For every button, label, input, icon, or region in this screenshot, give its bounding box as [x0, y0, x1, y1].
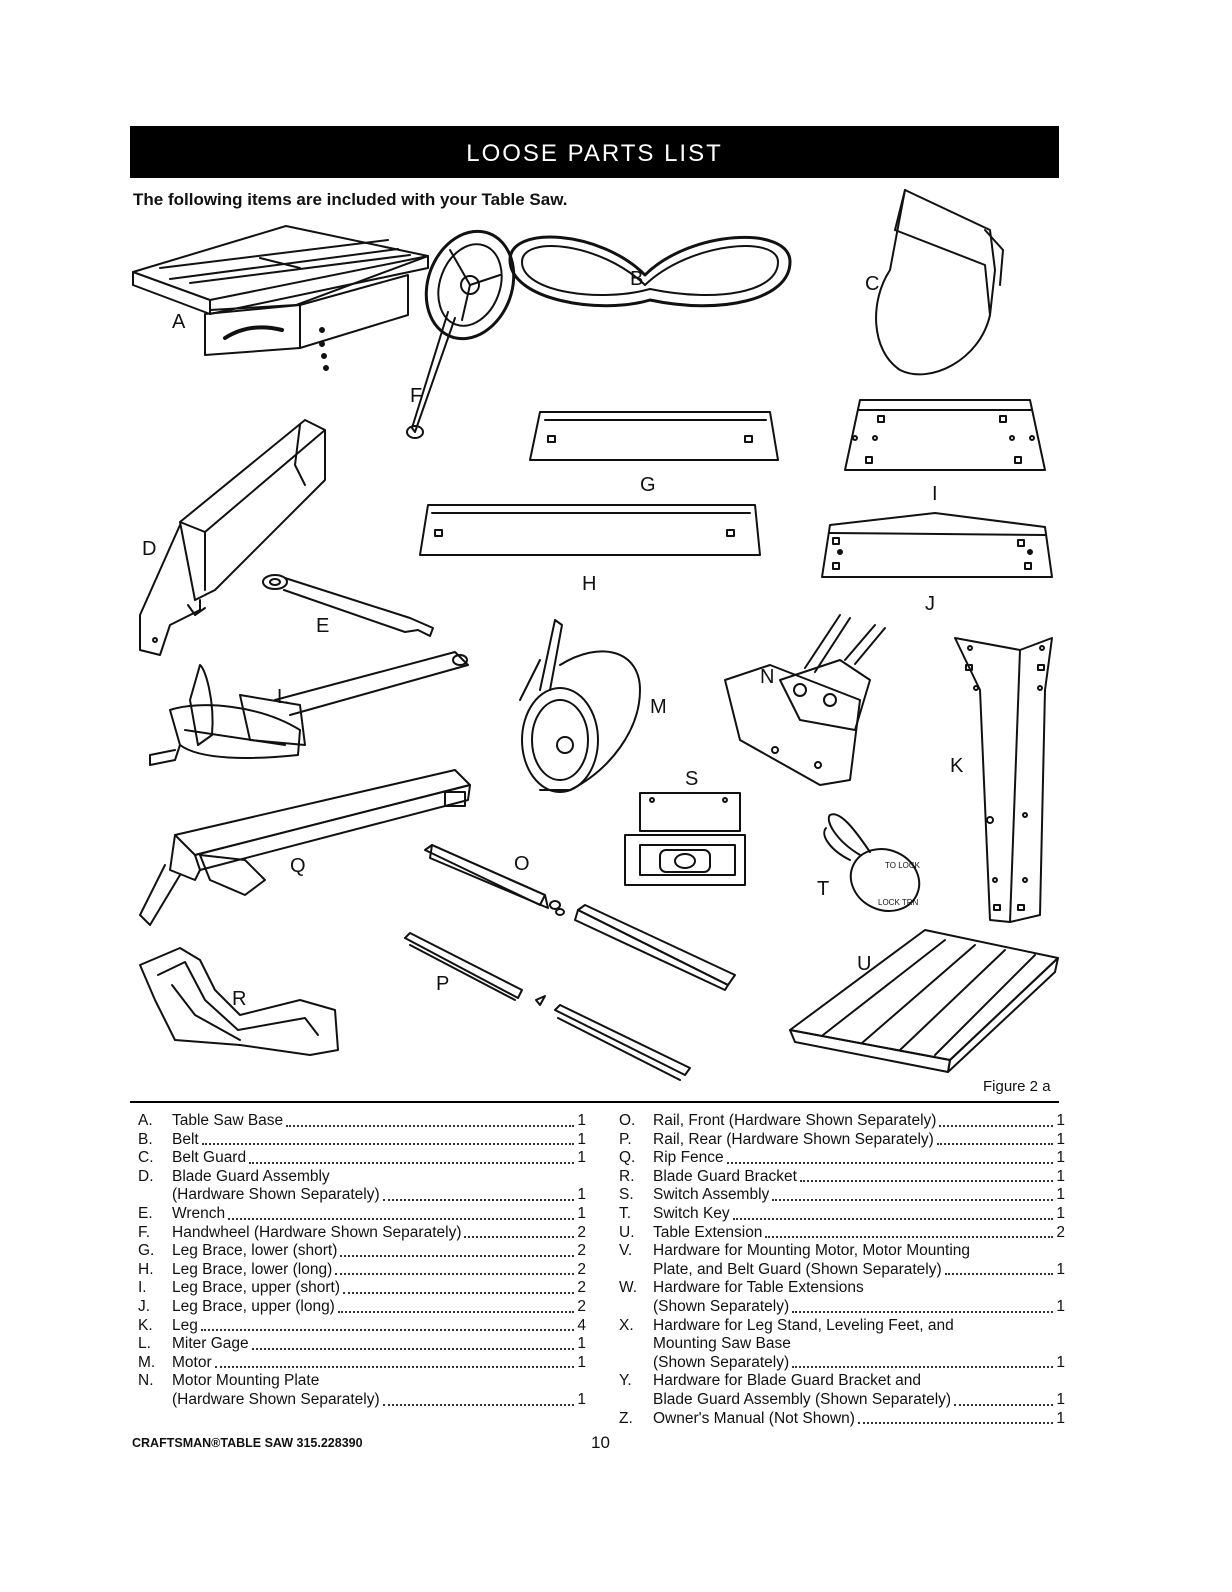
- label-r: R: [232, 988, 247, 1010]
- part-quantity: 1: [1056, 1204, 1065, 1222]
- parts-list-item: [619, 1131, 1065, 1150]
- parts-list-item: [619, 1317, 1065, 1336]
- part-letter: X.: [619, 1316, 634, 1334]
- leader-dots: [202, 1143, 575, 1145]
- parts-list-item: [138, 1186, 586, 1205]
- parts-list-item: [619, 1298, 1065, 1317]
- part-quantity: 1: [1056, 1167, 1065, 1185]
- label-e: E: [316, 615, 330, 637]
- part-f-handwheel: [407, 219, 528, 438]
- part-description: Miter Gage: [172, 1335, 249, 1353]
- part-description: Leg: [172, 1316, 198, 1334]
- part-e-wrench: [263, 575, 433, 636]
- label-k: K: [950, 755, 964, 777]
- part-letter: S.: [619, 1186, 634, 1204]
- part-description: Leg Brace, lower (short): [172, 1242, 338, 1260]
- part-description: Hardware for Mounting Motor, Motor Mounting: [653, 1242, 971, 1260]
- leader-dots: [937, 1143, 1054, 1145]
- leader-dots: [286, 1125, 574, 1127]
- parts-list-item: [619, 1391, 1065, 1410]
- leader-dots: [765, 1236, 1053, 1238]
- part-g-leg-brace-lower-short: [530, 412, 778, 460]
- part-quantity: 1: [577, 1149, 586, 1167]
- label-t: T: [817, 878, 830, 900]
- part-quantity: 1: [577, 1353, 586, 1371]
- part-b-belt: [510, 237, 790, 306]
- leader-dots: [340, 1255, 574, 1257]
- part-letter: V.: [619, 1242, 633, 1260]
- leader-dots: [792, 1366, 1053, 1368]
- parts-list-item: [138, 1131, 586, 1150]
- part-letter: Y.: [619, 1372, 632, 1390]
- parts-list-item: [138, 1391, 586, 1410]
- part-t-switch-key: [824, 814, 929, 922]
- part-m-motor: [520, 620, 640, 792]
- parts-list-item: [138, 1205, 586, 1224]
- part-description: (Shown Separately): [653, 1297, 790, 1315]
- part-quantity: 1: [577, 1112, 586, 1129]
- figure-caption: Figure 2 a: [983, 1078, 1051, 1095]
- part-quantity: 1: [1056, 1353, 1065, 1371]
- parts-list-item: [619, 1261, 1065, 1280]
- part-letter: A.: [138, 1112, 153, 1129]
- leader-dots: [945, 1273, 1054, 1275]
- part-quantity: 2: [1056, 1223, 1065, 1241]
- part-description: Table Extension: [653, 1223, 763, 1241]
- leader-dots: [939, 1125, 1053, 1127]
- part-letter: B.: [138, 1130, 153, 1148]
- part-description: (Hardware Shown Separately): [172, 1390, 380, 1408]
- part-letter: O.: [619, 1112, 636, 1129]
- part-h-leg-brace-lower-long: [420, 505, 760, 555]
- part-quantity: 1: [1056, 1390, 1065, 1408]
- part-description: Switch Assembly: [653, 1186, 770, 1204]
- label-d: D: [142, 538, 157, 560]
- parts-list-item: [138, 1149, 586, 1168]
- leader-dots: [733, 1218, 1054, 1220]
- part-quantity: 2: [577, 1279, 586, 1297]
- part-quantity: 2: [577, 1297, 586, 1315]
- leader-dots: [343, 1292, 574, 1294]
- part-s-switch-assembly: [625, 793, 745, 885]
- part-description: Plate, and Belt Guard (Shown Separately): [653, 1260, 942, 1278]
- leader-dots: [772, 1199, 1053, 1201]
- label-s: S: [685, 768, 699, 790]
- part-description: Motor Mounting Plate: [172, 1372, 320, 1390]
- part-quantity: 1: [1056, 1112, 1065, 1129]
- part-description: Blade Guard Bracket: [653, 1167, 797, 1185]
- part-letter: J.: [138, 1297, 151, 1315]
- part-i-leg-brace-upper-short: [845, 400, 1045, 470]
- part-quantity: 1: [577, 1130, 586, 1148]
- leader-dots: [800, 1180, 1053, 1182]
- part-quantity: 1: [1056, 1297, 1065, 1315]
- section-title-banner: LOOSE PARTS LIST: [130, 126, 1059, 178]
- part-description: Hardware for Blade Guard Bracket and: [653, 1372, 921, 1390]
- part-description: Mounting Saw Base: [653, 1335, 791, 1353]
- parts-list-item: [619, 1168, 1065, 1187]
- leader-dots: [252, 1348, 575, 1350]
- label-j: J: [925, 593, 935, 615]
- label-h: H: [582, 573, 597, 595]
- parts-list-left: [138, 1112, 586, 1410]
- parts-list-item: [619, 1410, 1065, 1429]
- part-letter: P.: [619, 1130, 632, 1148]
- part-letter: K.: [138, 1316, 153, 1334]
- part-p-rail-rear: [405, 933, 690, 1080]
- parts-list-item: [619, 1112, 1065, 1131]
- part-letter: U.: [619, 1223, 635, 1241]
- part-j-leg-brace-upper-long: [822, 513, 1052, 577]
- switch-key-text-bottom: LOCK TRN: [878, 898, 919, 907]
- part-quantity: 1: [1056, 1409, 1065, 1427]
- part-letter: R.: [619, 1167, 635, 1185]
- leader-dots: [201, 1329, 575, 1331]
- leader-dots: [954, 1404, 1053, 1406]
- parts-list-item: [619, 1224, 1065, 1243]
- part-quantity: 2: [577, 1242, 586, 1260]
- label-p: P: [436, 973, 450, 995]
- leader-dots: [335, 1273, 574, 1275]
- part-letter: H.: [138, 1260, 154, 1278]
- part-letter: W.: [619, 1279, 638, 1297]
- part-quantity: 4: [577, 1316, 586, 1334]
- leader-dots: [338, 1311, 575, 1313]
- label-i: I: [932, 483, 938, 505]
- part-description: Belt: [172, 1130, 199, 1148]
- part-letter: M.: [138, 1353, 156, 1371]
- part-description: Handwheel (Hardware Shown Separately): [172, 1223, 462, 1241]
- part-quantity: 2: [577, 1260, 586, 1278]
- part-letter: I.: [138, 1279, 147, 1297]
- parts-list-item: [619, 1205, 1065, 1224]
- leader-dots: [727, 1162, 1054, 1164]
- parts-list-right: [619, 1112, 1065, 1428]
- parts-list-item: [138, 1112, 586, 1131]
- part-description: Blade Guard Assembly (Shown Separately): [653, 1390, 952, 1408]
- part-description: Belt Guard: [172, 1149, 247, 1167]
- parts-list-item: [138, 1279, 586, 1298]
- part-letter: F.: [138, 1223, 151, 1241]
- label-u: U: [857, 953, 872, 975]
- part-quantity: 2: [577, 1223, 586, 1241]
- parts-list-item: [138, 1335, 586, 1354]
- label-b: B: [630, 268, 644, 290]
- part-description: Rail, Rear (Hardware Shown Separately): [653, 1130, 934, 1148]
- page-number: 10: [591, 1433, 610, 1452]
- label-m: M: [650, 696, 667, 718]
- part-d-blade-guard-assembly: [140, 420, 325, 655]
- part-description: Blade Guard Assembly: [172, 1167, 330, 1185]
- leader-dots: [228, 1218, 574, 1220]
- divider: [130, 1101, 1059, 1103]
- part-description: Wrench: [172, 1204, 226, 1222]
- parts-list-item: [138, 1317, 586, 1336]
- part-quantity: 1: [1056, 1260, 1065, 1278]
- part-letter: L.: [138, 1335, 151, 1353]
- part-c-belt-guard: [876, 190, 1003, 374]
- parts-list-item: [619, 1149, 1065, 1168]
- parts-list-item: [619, 1186, 1065, 1205]
- part-quantity: 1: [1056, 1130, 1065, 1148]
- part-description: Leg Brace, upper (short): [172, 1279, 341, 1297]
- parts-list-item: [138, 1298, 586, 1317]
- parts-list-item: [138, 1261, 586, 1280]
- part-description: (Shown Separately): [653, 1353, 790, 1371]
- part-description: Leg Brace, upper (long): [172, 1297, 335, 1315]
- part-letter: G.: [138, 1242, 155, 1260]
- part-letter: N.: [138, 1372, 154, 1390]
- part-q-rip-fence: [140, 770, 470, 925]
- label-q: Q: [290, 855, 306, 877]
- part-n-motor-mounting-plate: [725, 615, 885, 785]
- label-n: N: [760, 666, 775, 688]
- part-letter: C.: [138, 1149, 154, 1167]
- switch-key-text-top: TO LOCK: [885, 861, 920, 870]
- part-letter: Q.: [619, 1149, 636, 1167]
- parts-list-item: [138, 1354, 586, 1373]
- footer-brand: CRAFTSMAN®TABLE SAW 315.228390: [132, 1436, 363, 1450]
- part-quantity: 1: [577, 1390, 586, 1408]
- part-description: Table Saw Base: [172, 1112, 284, 1129]
- part-quantity: 1: [1056, 1186, 1065, 1204]
- leader-dots: [249, 1162, 574, 1164]
- parts-list-item: [619, 1279, 1065, 1298]
- leader-dots: [383, 1199, 575, 1201]
- part-letter: D.: [138, 1167, 154, 1185]
- label-f: F: [410, 385, 423, 407]
- part-description: Leg Brace, lower (long): [172, 1260, 333, 1278]
- part-description: Motor: [172, 1353, 212, 1371]
- part-l-miter-gage: [150, 652, 468, 765]
- part-description: Rail, Front (Hardware Shown Separately): [653, 1112, 937, 1129]
- part-quantity: 1: [577, 1335, 586, 1353]
- parts-list-item: [619, 1372, 1065, 1391]
- part-u-table-extension: [790, 930, 1058, 1072]
- parts-list-item: [138, 1224, 586, 1243]
- part-k-leg: [955, 638, 1052, 922]
- part-quantity: 1: [577, 1186, 586, 1204]
- part-description: Hardware for Table Extensions: [653, 1279, 864, 1297]
- part-description: Hardware for Leg Stand, Leveling Feet, and: [653, 1316, 954, 1334]
- parts-list-item: [138, 1242, 586, 1261]
- parts-list-item: [138, 1372, 586, 1391]
- part-a-table-saw-base: [133, 226, 428, 370]
- part-description: (Hardware Shown Separately): [172, 1186, 380, 1204]
- intro-text: The following items are included with your Table Saw.: [133, 190, 568, 209]
- part-description: Owner's Manual (Not Shown): [653, 1409, 855, 1427]
- label-a: A: [172, 311, 186, 333]
- part-letter: T.: [619, 1204, 632, 1222]
- leader-dots: [464, 1236, 574, 1238]
- leader-dots: [792, 1311, 1053, 1313]
- part-letter: E.: [138, 1204, 153, 1222]
- leader-dots: [858, 1422, 1053, 1424]
- part-description: Switch Key: [653, 1204, 730, 1222]
- label-c: C: [865, 273, 880, 295]
- leader-dots: [215, 1366, 575, 1368]
- part-quantity: 1: [1056, 1149, 1065, 1167]
- leader-dots: [383, 1404, 575, 1406]
- label-o: O: [514, 853, 530, 875]
- part-quantity: 1: [577, 1204, 586, 1222]
- parts-list-item: [619, 1242, 1065, 1261]
- parts-list-item: [138, 1168, 586, 1187]
- parts-list-item: [619, 1335, 1065, 1354]
- parts-list-item: [619, 1354, 1065, 1373]
- part-description: Rip Fence: [653, 1149, 724, 1167]
- part-letter: Z.: [619, 1409, 633, 1427]
- label-l: L: [277, 686, 289, 708]
- label-g: G: [640, 474, 656, 496]
